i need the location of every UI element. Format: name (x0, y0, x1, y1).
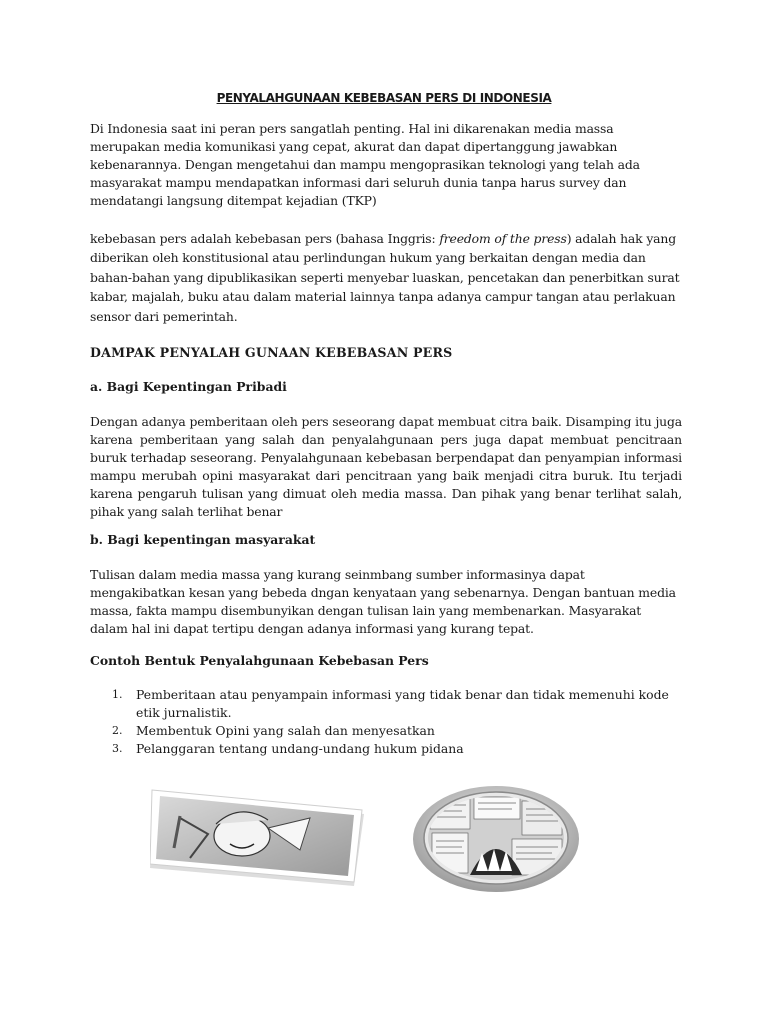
list-text: Pelanggaran tentang undang-undang hukum pidana (136, 741, 464, 756)
list-item (90, 722, 682, 740)
definition-line: sensor dari pemerintah. (90, 308, 238, 324)
sub-b-line: dalam hal ini dapat tertipu dengan adanya informasi yang kurang tepat. (90, 621, 534, 636)
section-heading: DAMPAK PENYALAH GUNAAN KEBEBASAN PERS (90, 345, 453, 360)
document-title: PENYALAHGUNAAN KEBEBASAN PERS DI INDONESIA (216, 91, 552, 105)
intro-line: Di Indonesia saat ini peran pers sangatlah penting. Hal ini dikarenakan media massa (90, 121, 614, 136)
list-item (90, 740, 682, 758)
intro-line: kebenarannya. Dengan mengetahui dan mampu mengoprasikan teknologi yang telah ada (90, 157, 640, 172)
definition-line: diberikan oleh konstitusional atau perlindungan hukum yang berkaitan dengan media dan (90, 250, 646, 266)
sub-heading-a: a. Bagi Kepentingan Pribadi (90, 379, 287, 394)
sub-a-paragraph: Dengan adanya pemberitaan oleh pers seseorang dapat membuat citra baik. Disamping itu juga karena pemberitaan yang salah dan penyalahgunaan pers juga dapat membuat pencitraan buruk terhadap seseorang. Penyalahgunaan kebebasan berpendapat dan penyampian informasi mampu merubah opini masyarakat dari pencitraan yang baik menjadi citra buruk. Itu terjadi karena pengaruh tulisan yang dimuat oleh media massa. Dan pihak yang benar terlihat salah, pihak yang salah terlihat benar (90, 414, 682, 519)
list-number: 2. (112, 724, 123, 737)
sub-b-line: massa, fakta mampu disembunyikan dengan tulisan lain yang membenarkan. Masyarakat (90, 603, 642, 618)
list-number: 1. (112, 688, 123, 701)
definition-paragraph (90, 229, 682, 326)
intro-line: masyarakat mampu mendapatkan informasi dari seluruh dunia tanpa harus survey dan (90, 175, 627, 190)
sub-b-line: mengakibatkan kesan yang bebeda dngan kenyataan yang sebenarnya. Dengan bantuan media (90, 585, 676, 600)
intro-line: merupakan media komunikasi yang cepat, akurat dan dapat dipertanggung jawabkan (90, 139, 618, 154)
intro-paragraph (90, 120, 682, 210)
definition-line: bahan-bahan yang dipublikasikan seperti menyebar luaskan, pencetakan dan penerbitkan surat (90, 269, 680, 285)
list-text: Membentuk Opini yang salah dan menyesatkan (136, 723, 435, 738)
sub-heading-b: b. Bagi kepentingan masyarakat (90, 532, 316, 547)
definition-line: kabar, majalah, buku atau dalam material lainnya tanpa adanya campur tangan atau perlakuan (90, 289, 676, 305)
definition-text: ) adalah hak yang (566, 231, 677, 246)
sub-b-line: Tulisan dalam media massa yang kurang seinmbang sumber informasinya dapat (90, 567, 585, 582)
news-clip (474, 797, 520, 819)
list-number: 3. (112, 742, 123, 755)
intro-line: mendatangi langsung ditempat kejadian (TKP) (90, 193, 377, 208)
list-item (90, 686, 682, 722)
definition-italic-term: freedom of the press (439, 231, 567, 246)
definition-text: kebebasan pers adalah kebebasan pers (bahasa Inggris: (90, 231, 440, 246)
sub-b-paragraph (90, 566, 682, 638)
cartoon-image (150, 788, 370, 888)
newspaper-collage-image (412, 783, 580, 893)
examples-list (90, 686, 682, 758)
list-text: Pemberitaan atau penyampain informasi yang tidak benar dan tidak memenuhi kode etik jurnalistik. (136, 687, 669, 720)
definition-line (90, 229, 682, 248)
examples-heading: Contoh Bentuk Penyalahgunaan Kebebasan Pers (90, 653, 429, 668)
